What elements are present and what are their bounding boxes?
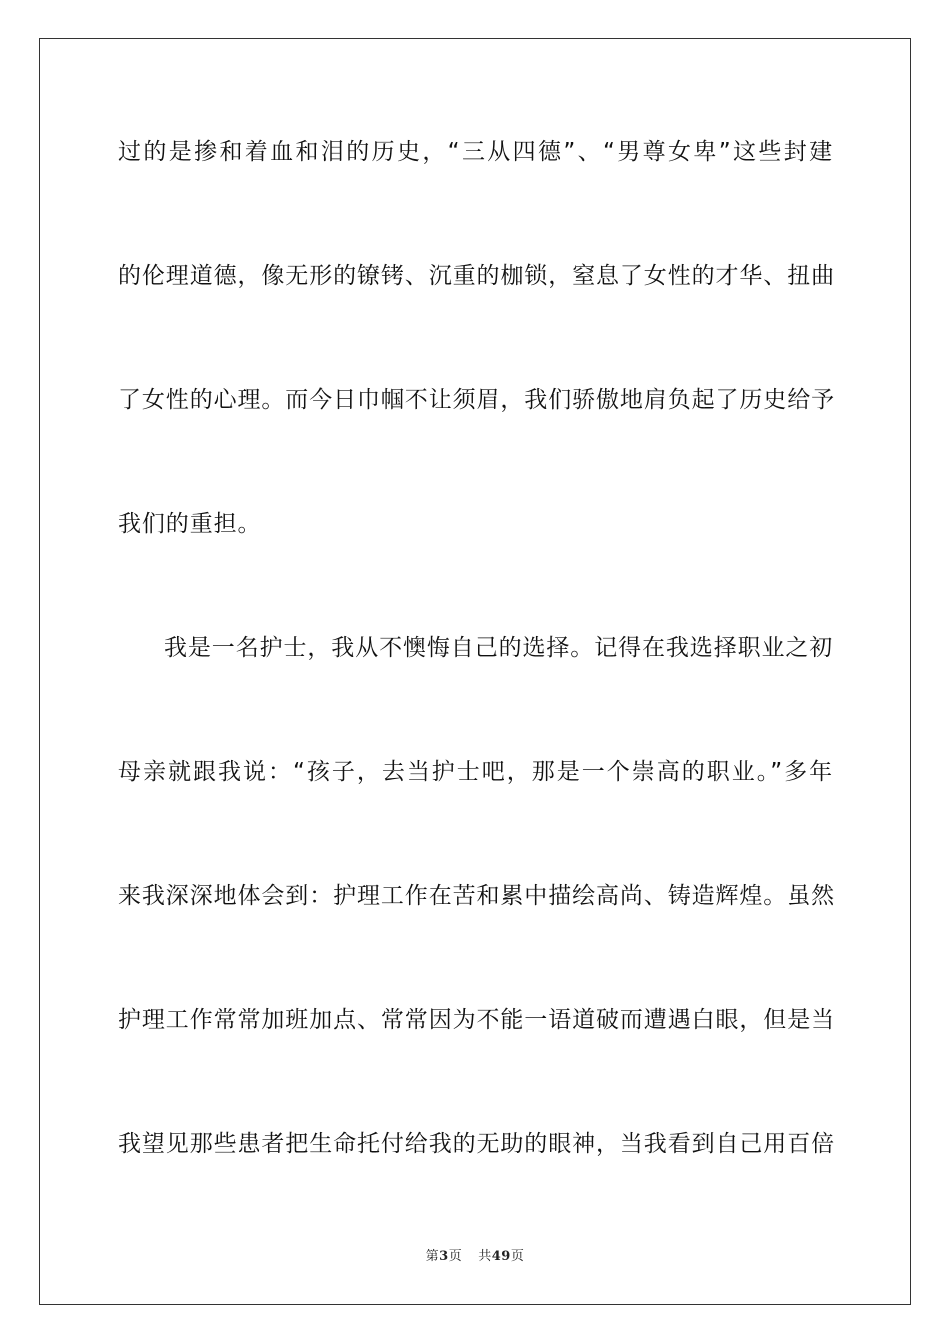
text-line: 我们的重担。 xyxy=(118,511,262,537)
total-suffix: 页 xyxy=(510,1249,525,1264)
text-line: 的伦理道德，像无形的镣铐、沉重的枷锁，窒息了女性的才华、扭曲 xyxy=(118,263,835,289)
page-suffix: 页 xyxy=(448,1249,463,1264)
page-prefix: 第 xyxy=(425,1249,440,1264)
page-number: 3 xyxy=(439,1249,449,1264)
text-line: 护理工作常常加班加点、常常因为不能一语道破而遭遇白眼，但是当 xyxy=(118,1007,835,1033)
text-line: 母亲就跟我说：“孩子，去当护士吧，那是一个崇高的职业。”多年 xyxy=(118,759,833,785)
text-line: 我望见那些患者把生命托付给我的无助的眼神，当我看到自己用百倍 xyxy=(118,1131,835,1157)
text-line: 我是一名护士，我从不懊悔自己的选择。记得在我选择职业之初 xyxy=(164,635,834,661)
total-prefix: 共 xyxy=(478,1249,492,1264)
document-body xyxy=(118,129,833,1245)
total-pages: 49 xyxy=(491,1249,511,1264)
text-line: 来我深深地体会到：护理工作在苦和累中描绘高尚、铸造辉煌。虽然 xyxy=(118,883,835,909)
page-footer xyxy=(0,1245,950,1264)
text-line: 过的是掺和着血和泪的历史，“三从四德”、“男尊女卑”这些封建 xyxy=(118,139,833,165)
text-line: 了女性的心理。而今日巾帼不让须眉，我们骄傲地肩负起了历史给予 xyxy=(118,387,835,413)
